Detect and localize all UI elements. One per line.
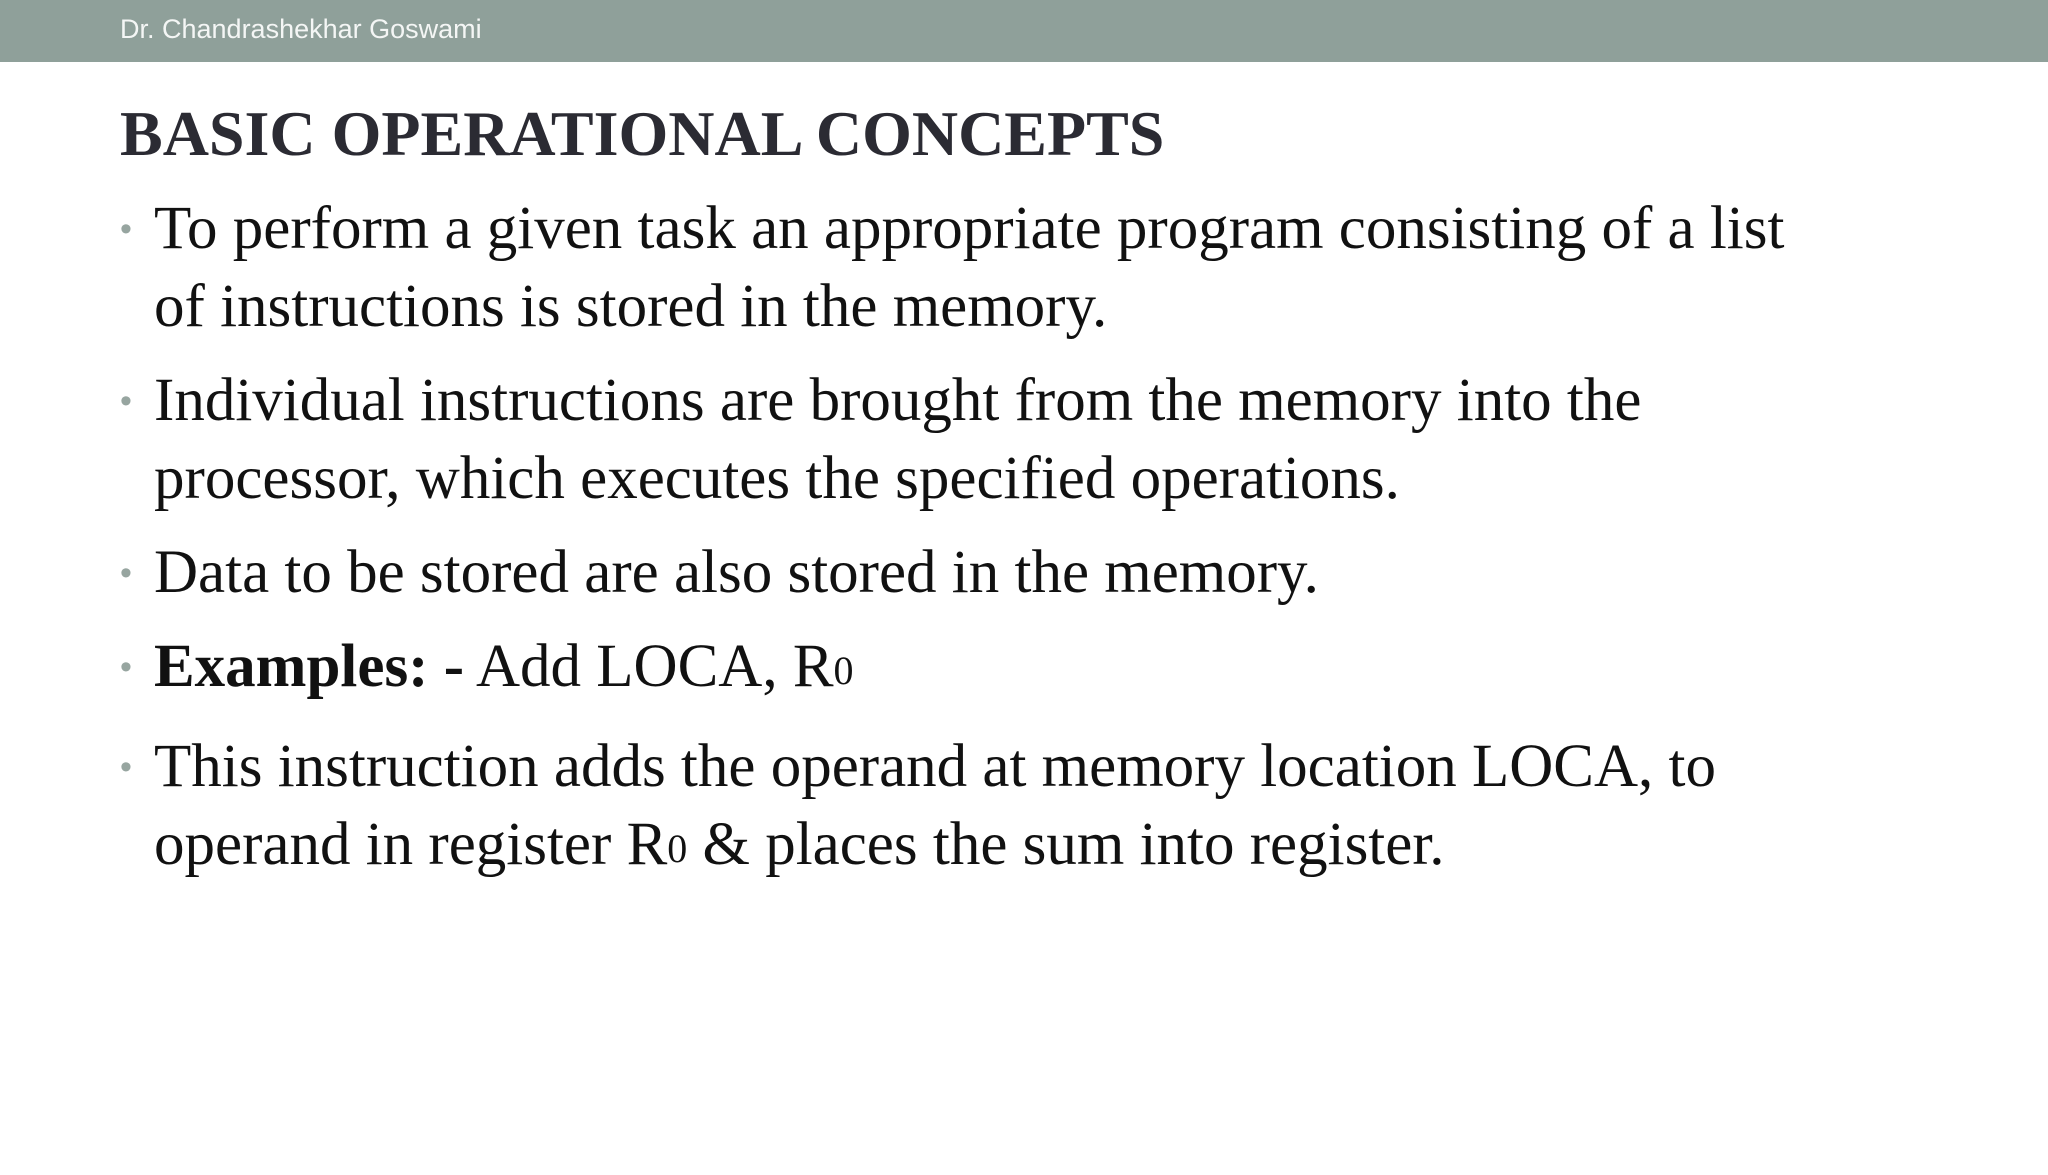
- bullet-icon: •: [120, 554, 132, 592]
- bullet-text: & places the sum into register.: [687, 811, 1445, 878]
- bullet-icon: •: [120, 382, 132, 420]
- bullet-text: To perform a given task an appropriate program consisting of a list: [154, 195, 1785, 262]
- slide-title: BASIC OPERATIONAL CONCEPTS: [120, 98, 1165, 169]
- bullet-text: This instruction adds the operand at memory location LOCA, to: [154, 733, 1716, 800]
- bullet-text: processor, which executes the specified operations.: [154, 445, 1400, 512]
- bullet-text: of instructions is stored in the memory.: [154, 273, 1108, 340]
- bullet-icon: •: [120, 210, 132, 248]
- bullet-item: [120, 534, 1920, 612]
- examples-label: Examples: -: [154, 633, 465, 700]
- bullet-text: Individual instructions are brought from the memory into the: [154, 367, 1642, 434]
- register-subscript: 0: [833, 648, 854, 693]
- bullet-text: Data to be stored are also stored in the memory.: [154, 539, 1319, 606]
- bullet-icon: •: [120, 648, 132, 686]
- bullet-text: operand in register R: [154, 811, 668, 878]
- bullet-item: [120, 728, 1920, 890]
- bullet-list: [120, 190, 1920, 906]
- bullet-icon: •: [120, 748, 132, 786]
- bullet-item: [120, 190, 1920, 346]
- bullet-item: [120, 628, 1920, 712]
- author-name: Dr. Chandrashekhar Goswami: [120, 14, 482, 44]
- bullet-item: [120, 362, 1920, 518]
- example-instruction: Add LOCA, R: [475, 633, 834, 700]
- header-bar: [0, 0, 2048, 62]
- register-subscript: 0: [667, 826, 688, 871]
